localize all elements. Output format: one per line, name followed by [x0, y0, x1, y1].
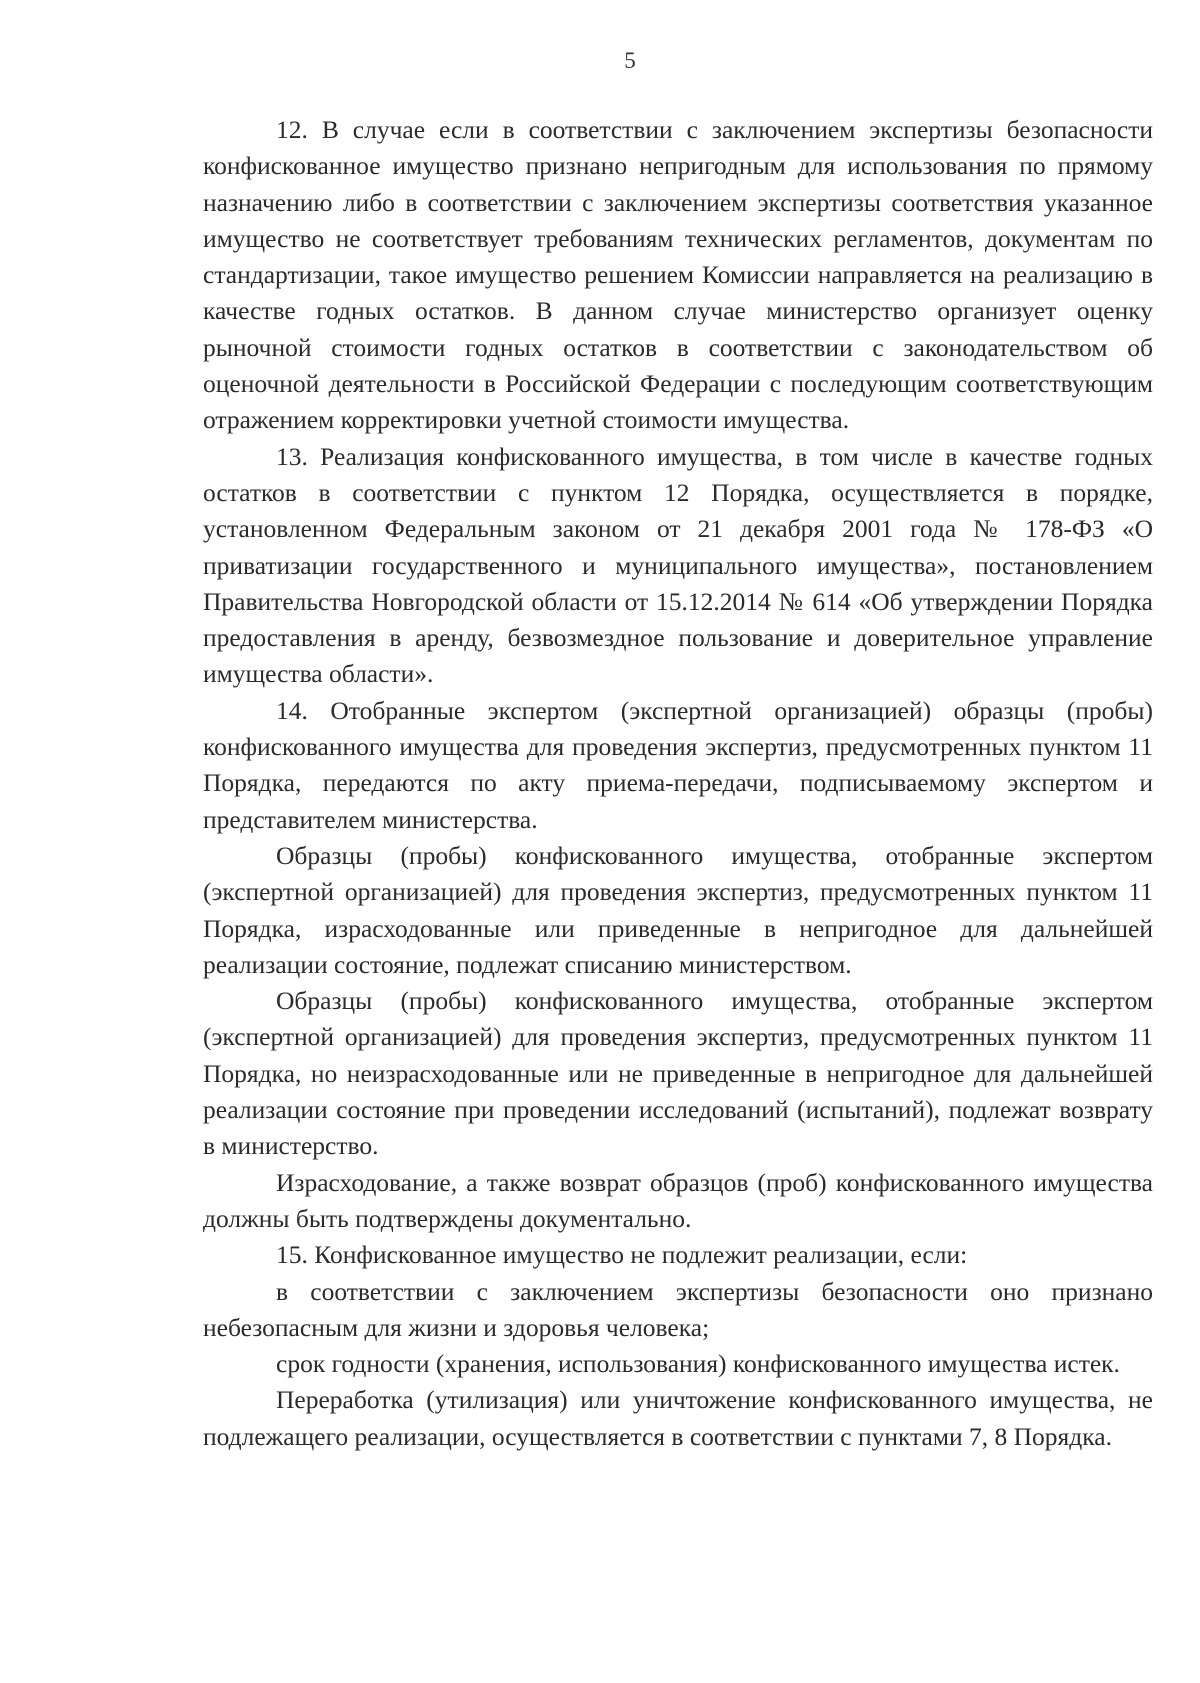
paragraph-15-condition-unsafe: в соответствии с заключением экспертизы безопасности оно признано небезопасным для жизни и здоровья человека; [203, 1276, 1153, 1342]
paragraph-15-condition-expired: срок годности (хранения, использования) конфискованного имущества истек. [276, 1349, 1120, 1379]
paragraph-14-samples-return: Образцы (пробы) конфискованного имущества, отобранные экспертом (экспертной организацией) для проведения экспертиз, предусмотренных пунктом 11 Порядка, но неизрасходованные или не приведенные в непригодное для дальнейшей реализации состояние при проведении исследований (испытаний), подлежат возврату в министерство. [203, 986, 1153, 1161]
paragraph-15-disposal: Переработка (утилизация) или уничтожение конфискованного имущества, не подлежащего реализации, осуществляется в соответствии с пунктами 7, 8 Порядка. [203, 1385, 1153, 1451]
paragraph-15: 15. Конфискованное имущество не подлежит реализации, если: [276, 1240, 968, 1270]
page-number: 5 [624, 48, 636, 73]
paragraph-13: 13. Реализация конфискованного имущества, в том числе в качестве годных остатков в соответствии с пунктом 12 Порядка, осуществляется в порядке, установленном Федеральным законом от 21 декабря 2001 года № 178-ФЗ «О приватизации государственного и муниципального имущества», постановлением Правительства Новгородской области от 15.12.2014 № 614 «Об утверждении Порядка предоставления в аренду, безвозмездное пользование и доверительное управление имущества области». [203, 441, 1153, 689]
paragraph-14-documentation: Израсходование, а также возврат образцов (проб) конфискованного имущества должны быть подтверждены документально. [203, 1167, 1153, 1233]
paragraph-12: 12. В случае если в соответствии с заключением экспертизы безопасности конфискованное имущество признано непригодным для использования по прямому назначению либо в соответствии с заключением экспертизы соответствия указанное имущество не соответствует требованиям технических регламентов, документам по стандартизации, такое имущество решением Комиссии направляется на реализацию в качестве годных остатков. В данном случае министерство организует оценку рыночной стоимости годных остатков в соответствии с законодательством об оценочной деятельности в Российской Федерации с последующим соответствующим отражением корректировки учетной стоимости имущества. [203, 115, 1153, 435]
document-body [203, 112, 1153, 1455]
paragraph-14: 14. Отобранные экспертом (экспертной организацией) образцы (пробы) конфискованного имущества для проведения экспертиз, предусмотренных пунктом 11 Порядка, передаются по акту приема-передачи, подписываемому экспертом и представителем министерства. [203, 695, 1153, 834]
paragraph-14-samples-writeoff: Образцы (пробы) конфискованного имущества, отобранные экспертом (экспертной организацией) для проведения экспертиз, предусмотренных пунктом 11 Порядка, израсходованные или приведенные в непригодное для дальнейшей реализации состояние, подлежат списанию министерством. [203, 840, 1153, 979]
